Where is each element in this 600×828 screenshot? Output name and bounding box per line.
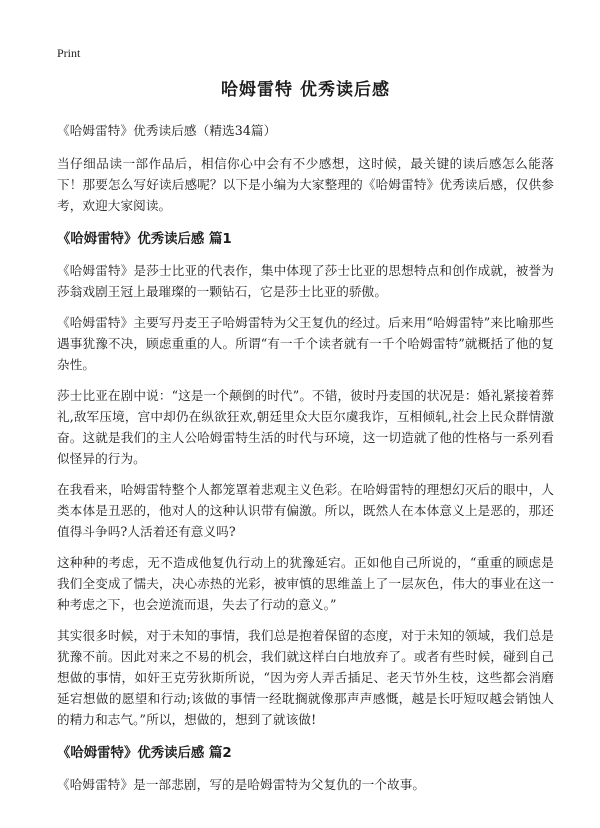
section-heading-1: 《哈姆雷特》优秀读后感 篇1	[57, 232, 232, 247]
section1-paragraph-3: 莎士比亚在剧中说：“这是一个颠倒的时代”。不错，彼时丹麦国的状况是：婚礼紧接着葬礼,敌军压境，宫中却仍在纵欲狂欢,朝廷里众大臣尔虞我诈，互相倾轧,社会上民众群情激奋。这就是我们的主人公哈姆雷特生活的时代与环境，这一切造就了他的性格与一系列看似怪异的行为。	[57, 388, 554, 466]
section2-paragraph-1: 《哈姆雷特》是一部悲剧，写的是哈姆雷特为父复仇的一个故事。	[57, 777, 426, 792]
intro-paragraph: 当仔细品读一部作品后，相信你心中会有不少感想，这时候，最关键的读后感怎么能落下！那要怎么写好读后感呢？以下是小编为大家整理的《哈姆雷特》优秀读后感，仅供参考，欢迎大家阅读。	[57, 156, 554, 213]
section1-paragraph-6: 其实很多时候，对于未知的事情，我们总是抱着保留的态度，对于未知的领域，我们总是犹豫不前。因此对来之不易的机会，我们就这样白白地放弃了。或者有些时候，碰到自己想做的事情，如奸王克劳狄斯所说，“因为旁人弄舌插足、老天节外生枝，这些都会消磨延宕想做的愿望和行动;该做的事情一经耽搁就像那声声感慨，越是长吁短叹越会销蚀人的精力和志气。”所以，想做的，想到了就该做!	[57, 628, 554, 727]
print-link[interactable]: Print	[57, 46, 81, 60]
section1-paragraph-4: 在我看来，哈姆雷特整个人都笼罩着悲观主义色彩。在哈姆雷特的理想幻灭后的眼中，人类本体是丑恶的，他对人的这种认识带有偏激。所以，既然人在本体意义上是恶的，那还值得斗争吗?人活着还有意义吗?	[57, 482, 554, 539]
page-title: 哈姆雷特 优秀读后感	[221, 80, 390, 100]
document-subtitle: 《哈姆雷特》优秀读后感（精选34篇）	[57, 123, 277, 138]
section1-paragraph-2: 《哈姆雷特》主要写丹麦王子哈姆雷特为父王复仇的经过。后来用“哈姆雷特”来比喻那些遇事犹豫不决，顾虑重重的人。所谓“有一千个读者就有一千个哈姆雷特”就概括了他的复杂性。	[57, 315, 554, 372]
section-heading-2: 《哈姆雷特》优秀读后感 篇2	[57, 746, 232, 761]
section1-paragraph-1: 《哈姆雷特》是莎士比亚的代表作，集中体现了莎士比亚的思想特点和创作成就，被誉为莎翁戏剧王冠上最璀璨的一颗钻石，它是莎士比亚的骄傲。	[57, 263, 554, 299]
section1-paragraph-5: 这种种的考虑，无不造成他复仇行动上的犹豫延宕。正如他自己所说的，“重重的顾虑是我们全变成了懦夫，决心赤热的光彩，被审慎的思维盖上了一层灰色，伟大的事业在这一种考虑之下，也会逆流而退，失去了行动的意义。”	[57, 555, 554, 612]
